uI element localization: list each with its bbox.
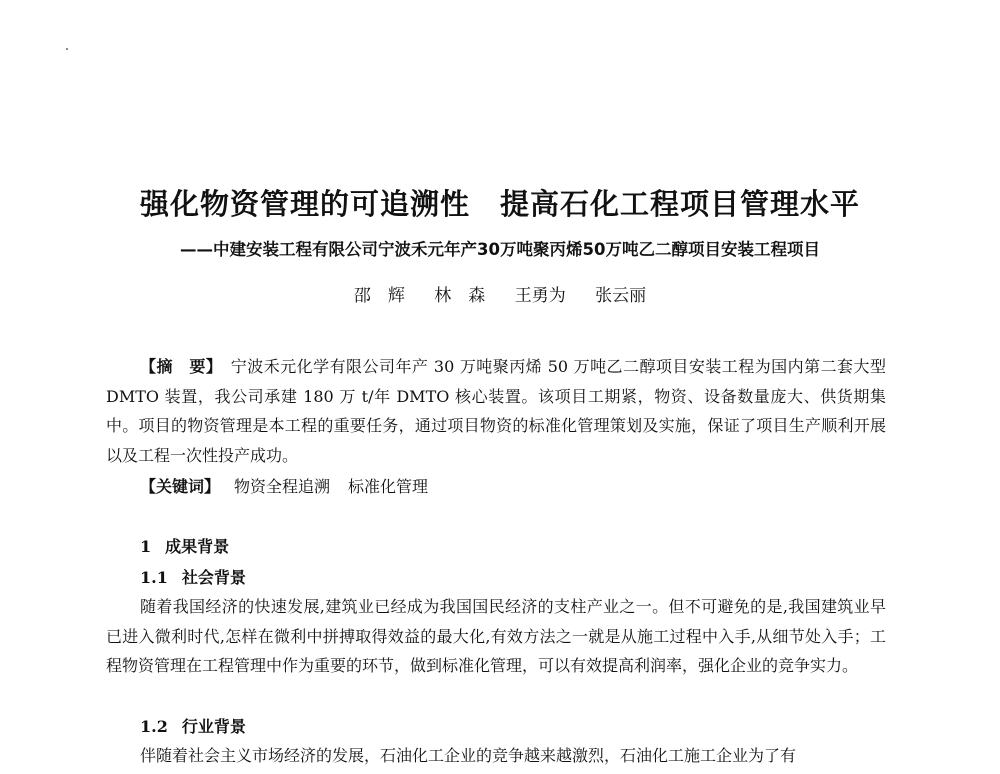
author: 王勇为 xyxy=(514,286,566,306)
keywords xyxy=(140,474,428,497)
section-number: 1 xyxy=(140,537,152,556)
section-title: 社会背景 xyxy=(181,568,246,587)
section-heading-1-1 xyxy=(140,565,246,588)
section-1-2-body: 伴随着社会主义市场经济的发展，石油化工企业的竞争越来越激烈，石油化工施工企业为了有 xyxy=(140,746,797,765)
section-heading-1-2 xyxy=(140,714,246,737)
title-part-1: 强化物资管理的可追溯性 xyxy=(139,187,470,221)
author: 邵 辉 xyxy=(353,286,405,306)
keywords-label: 【关键词】 xyxy=(140,477,221,496)
section-number: 1.2 xyxy=(140,717,168,736)
author-list xyxy=(0,281,1000,306)
section-1-1-body: 随着我国经济的快速发展,建筑业已经成为我国国民经济的支柱产业之一。但不可避免的是,我国建筑业早已进入微利时代,怎样在微利中拼搏取得效益的最大化,有效方法之一就是从施工过程中入手,从细节处入手；工程物资管理在工程管理中作为重要的环节，做到标准化管理，可以有效提高利润率，强化企业的竞争实力。 xyxy=(106,597,886,675)
title-part-2: 提高石化工程项目管理水平 xyxy=(500,187,861,221)
section-title: 行业背景 xyxy=(181,717,246,736)
abstract xyxy=(106,352,886,470)
paper-title xyxy=(0,182,1000,223)
author: 张云丽 xyxy=(595,286,647,306)
paper-subtitle: ——中建安装工程有限公司宁波禾元年产30万吨聚丙烯50万吨乙二醇项目安装工程项目 xyxy=(180,240,820,259)
abstract-label: 【摘 要】 xyxy=(140,357,215,376)
section-number: 1.1 xyxy=(140,568,168,587)
abstract-text: 宁波禾元化学有限公司年产 30 万吨聚丙烯 50 万吨乙二醇项目安装工程为国内第二套大型 DMTO 装置，我公司承建 180 万 t/年 DMTO 核心装置。该项目工期紧，物资、设备数量庞大、供货期集中。项目的物资管理是本工程的重要任务，通过项目物资的标准化管理策划及实施，保证了项目生产顺利开展以及工程一次性投产成功。 xyxy=(106,357,886,465)
keyword: 物资全程追溯 xyxy=(234,477,331,496)
author: 林 森 xyxy=(434,286,486,306)
section-heading-1 xyxy=(140,534,229,557)
keyword: 标准化管理 xyxy=(348,477,429,496)
section-title: 成果背景 xyxy=(165,537,230,556)
scan-speck xyxy=(66,48,68,50)
